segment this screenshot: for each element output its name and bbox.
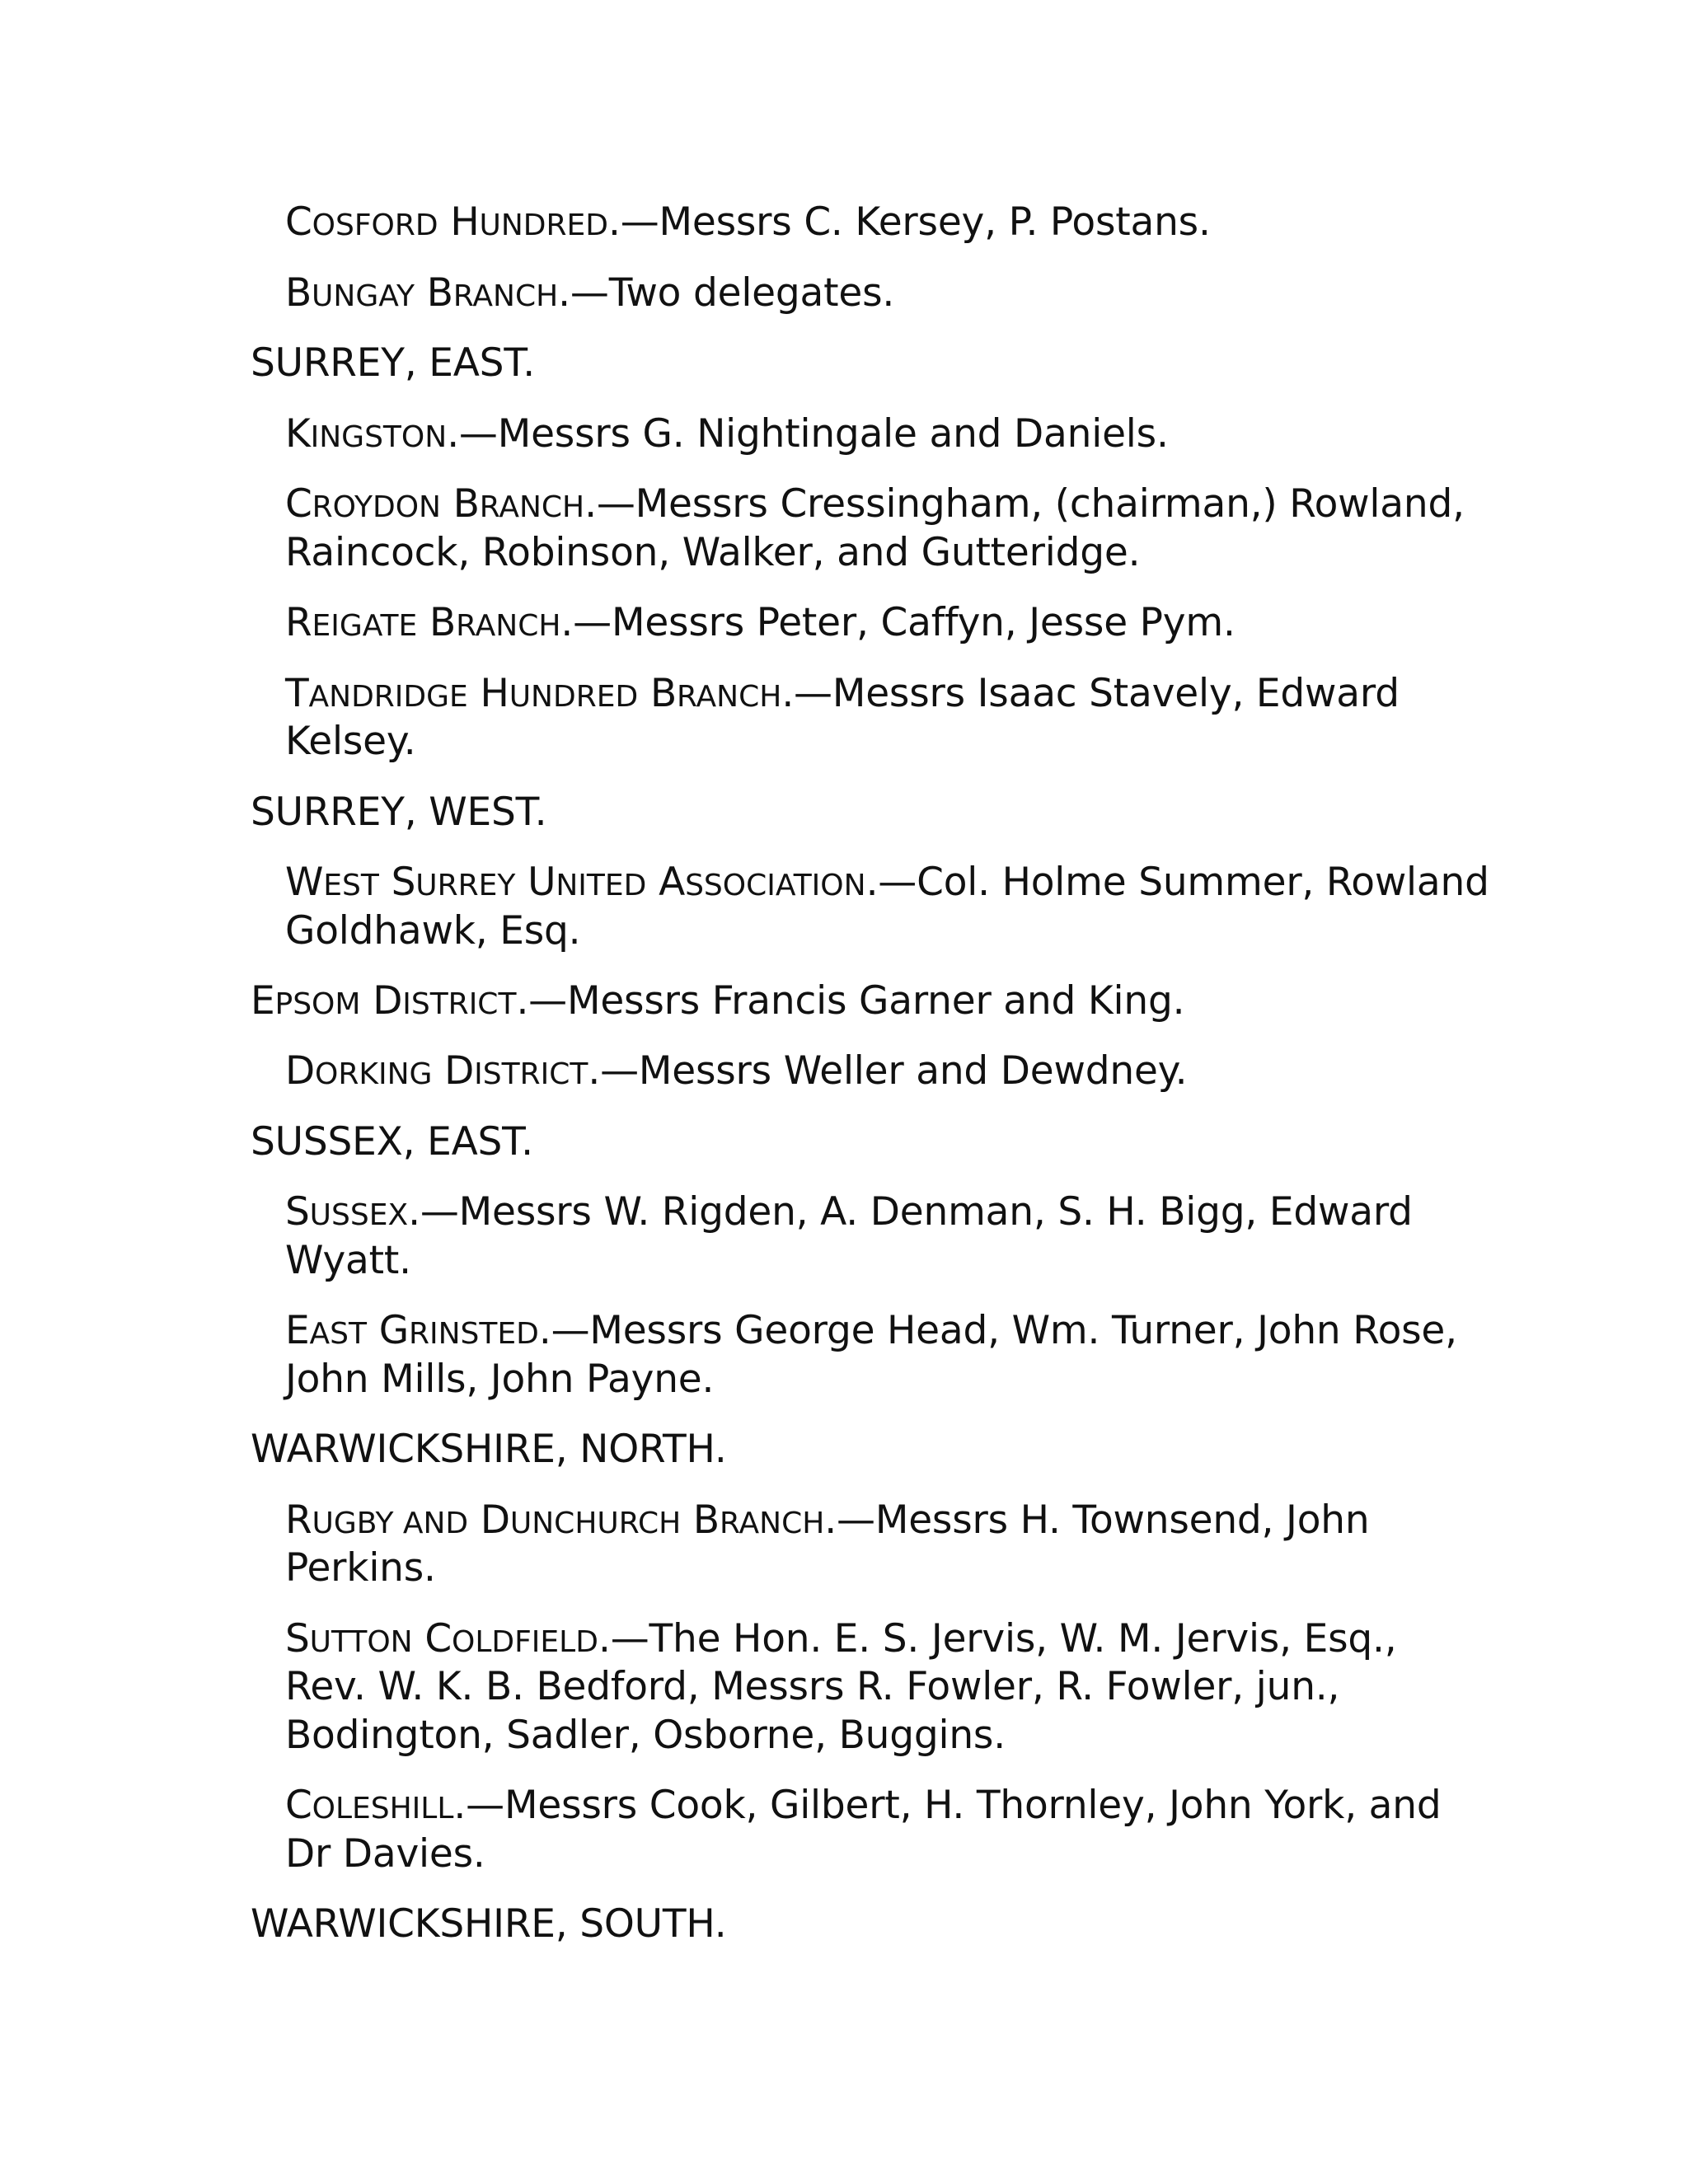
entry-reigate-branch [285, 598, 1236, 651]
entry-name: E [285, 1308, 310, 1353]
entry-continuation: Rev. W. K. B. Bedford, Messrs R. Fowler, R. Fowler, jun., [285, 1664, 1340, 1709]
entry-coleshill [285, 1781, 1442, 1834]
entry-name: RANCH [719, 1507, 825, 1540]
entry-text: .—Messrs Isaac Stavely, Edward [781, 671, 1400, 716]
entry-text: .—Messrs H. Townsend, John [824, 1497, 1370, 1543]
entry-name: NITED [556, 869, 647, 902]
entry-continuation: Wyatt. [285, 1238, 411, 1283]
entry-name: RANCH [452, 279, 559, 313]
section-heading: WARWICKSHIRE, SOUTH. [251, 1901, 727, 1947]
entry-name: B [285, 270, 312, 316]
entry-text: .—Messrs W. Rigden, A. Denman, S. H. Bigg, Edward [408, 1189, 1413, 1235]
entry-name: U [528, 860, 556, 905]
entry-continuation: Bodington, Sadler, Osborne, Buggins. [285, 1713, 1006, 1758]
entry-name: RANCH [479, 490, 585, 524]
entry-text: .—Messrs C. Kersey, P. Postans. [607, 199, 1211, 245]
entry-name: UNDRED [479, 209, 608, 242]
entry-name: AST [309, 1317, 367, 1351]
entry-continuation: Perkins. [285, 1545, 436, 1591]
entry-name: OSFORD [312, 209, 438, 242]
entry-name: OLESHILL [312, 1792, 454, 1825]
entry-name: UNGAY [312, 279, 415, 313]
entry-name: ISTRICT [474, 1057, 588, 1091]
entry-name: ORKING [315, 1057, 433, 1091]
entry-name: OLDFIELD [451, 1625, 598, 1659]
entry-name: B [649, 671, 677, 716]
entry-text: .—Messrs Cook, Gilbert, H. Thornley, John York, and [453, 1783, 1442, 1828]
entry-text: .—Col. Holme Summer, Rowland [865, 860, 1489, 905]
entry-bungay-branch [285, 269, 894, 321]
entry-name: W [285, 860, 324, 905]
entry-continuation: Goldhawk, Esq. [285, 908, 581, 954]
entry-name: R [285, 1497, 312, 1543]
section-heading: SURREY, WEST. [251, 790, 547, 835]
entry-name: B [429, 600, 457, 645]
section-heading: WARWICKSHIRE, NORTH. [251, 1427, 727, 1472]
entry-name: INGSTON [310, 420, 448, 454]
entry-name: B [692, 1497, 720, 1543]
entry-name: ANDRIDGE [308, 680, 468, 714]
entry-text: .—The Hon. E. S. Jervis, W. M. Jervis, Esq., [598, 1616, 1397, 1661]
entry-name: EST [323, 869, 379, 902]
entry-sutton-coldfield [285, 1615, 1396, 1667]
entry-name: H [450, 199, 480, 245]
entry-name: G [378, 1308, 409, 1353]
entry-tandridge-hundred-branch [285, 669, 1400, 722]
entry-continuation: Kelsey. [285, 719, 416, 764]
entry-name: SSOCIATION [685, 869, 866, 902]
entry-name: B [426, 270, 453, 316]
section-heading: SURREY, EAST. [251, 340, 535, 386]
entry-name: T [285, 671, 309, 716]
entry-name: D [444, 1048, 475, 1094]
entry-name: S [285, 1616, 310, 1661]
entry-epsom-district [251, 977, 1184, 1029]
entry-name: C [285, 481, 312, 527]
entry-continuation: Dr Davies. [285, 1831, 485, 1877]
entry-name: RANCH [456, 609, 561, 643]
entry-text: .—Messrs Francis Garner and King. [516, 978, 1185, 1024]
entry-kingston [285, 410, 1169, 462]
entry-name: A [659, 860, 686, 905]
entry-name: UNCHURCH [509, 1507, 682, 1540]
entry-west-surrey-united-association [285, 858, 1489, 911]
entry-continuation: Raincock, Robinson, Walker, and Gutteridge. [285, 530, 1141, 575]
entry-text: .—Messrs George Head, Wm. Turner, John Rose, [538, 1308, 1457, 1353]
entry-name: ROYDON [312, 490, 441, 524]
entry-name: D [480, 1497, 510, 1543]
entry-croydon-branch [285, 480, 1465, 532]
entry-name: RINSTED [408, 1317, 539, 1351]
entry-sussex [285, 1188, 1413, 1240]
entry-name: UTTON [309, 1625, 413, 1659]
entry-name: S [391, 860, 416, 905]
entry-name: EIGATE [312, 609, 418, 643]
entry-continuation: John Mills, John Payne. [285, 1357, 715, 1402]
entry-name: C [285, 1783, 312, 1828]
entry-name: D [373, 978, 403, 1024]
entry-name: ISTRICT [402, 987, 517, 1021]
entry-text: .—Messrs Peter, Caffyn, Jesse Pym. [560, 600, 1236, 645]
entry-name: USSEX [309, 1198, 409, 1232]
entry-text: .—Messrs Weller and Dewdney. [588, 1048, 1188, 1094]
entry-text: .—Messrs Cressingham, (chairman,) Rowland, [584, 481, 1465, 527]
entry-name: S [285, 1189, 310, 1235]
entry-name: D [285, 1048, 315, 1094]
entry-name: C [424, 1616, 452, 1661]
entry-name: K [285, 411, 311, 457]
entry-name: PSOM [274, 987, 361, 1021]
entry-name: C [285, 199, 312, 245]
entry-name: B [452, 481, 480, 527]
entry-name: RANCH [676, 680, 782, 714]
entry-east-grinsted [285, 1306, 1457, 1359]
section-heading: SUSSEX, EAST. [251, 1119, 533, 1165]
entry-cosford-hundred [285, 198, 1211, 251]
entry-rugby-and-dunchurch-branch [285, 1496, 1369, 1549]
entry-name: R [285, 600, 312, 645]
entry-name: UGBY AND [312, 1507, 469, 1540]
entry-text: .—Two delegates. [558, 270, 895, 316]
entry-dorking-district [285, 1047, 1187, 1099]
entry-name: URREY [415, 869, 516, 902]
entry-text: .—Messrs G. Nightingale and Daniels. [447, 411, 1169, 457]
entry-name: E [251, 978, 275, 1024]
entry-name: UNDRED [509, 680, 639, 714]
entry-name: H [480, 671, 509, 716]
